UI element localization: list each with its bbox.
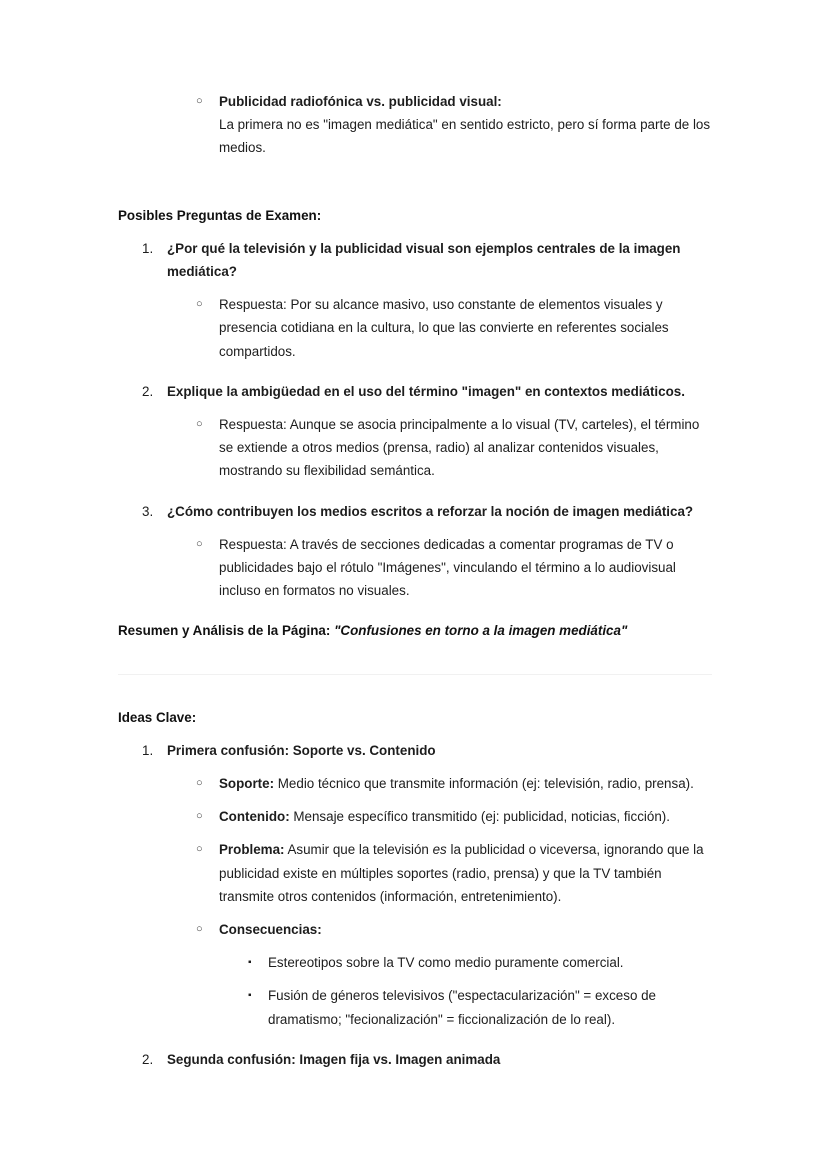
list-item [118,918,716,941]
list-marker: 2. [142,383,154,399]
idea-subitem-term: Consecuencias: [219,922,322,938]
circle-bullet-icon: ○ [196,298,203,311]
exam-answer-text: Respuesta: A través de secciones dedicadas a comentar programas de TV o publicidades bajo el rótulo "Imágenes", vinculando el término a lo audiovisual incluso en formatos no visuales. [219,536,676,599]
circle-bullet-icon: ○ [196,537,203,550]
top-bullet-title: Publicidad radiofónica vs. publicidad visual: [219,94,502,109]
summary-label: Resumen y Análisis de la Página: [118,623,331,639]
circle-bullet-icon: ○ [196,923,203,936]
idea-title: Primera confusión: Soporte vs. Contenido [167,742,436,758]
spacer [118,602,716,619]
list-item [118,237,716,283]
ideas-section-heading: Ideas Clave: [118,709,197,725]
spacer [118,828,716,838]
spacer [118,762,716,772]
circle-bullet-icon: ○ [196,95,203,107]
document-content [118,90,716,1071]
list-marker: 3. [142,503,154,519]
list-item [118,772,716,795]
list-marker: 1. [142,742,154,758]
list-item [118,1048,716,1071]
idea-title: Segunda confusión: Imagen fija vs. Imagen animada [167,1051,501,1067]
exam-question-text: ¿Por qué la televisión y la publicidad visual son ejemplos centrales de la imagen mediática? [167,240,681,280]
spacer [118,729,716,739]
idea-subitem-text: Mensaje específico transmitido (ej: publicidad, noticias, ficción). [289,809,670,825]
idea-subitem-text-emphasis: es [432,842,447,858]
exam-question-text: Explique la ambigüedad en el uso del término "imagen" en contextos mediáticos. [167,383,685,399]
list-item [118,838,716,908]
list-item [118,805,716,828]
circle-bullet-icon: ○ [196,810,203,823]
summary-title: "Confusiones en torno a la imagen mediática" [334,623,628,639]
idea-subitem-term: Contenido: [219,809,290,825]
idea-subitem-term: Soporte: [219,776,275,792]
list-item [118,413,716,483]
list-item [118,90,716,160]
spacer [118,675,716,706]
idea-subitem [219,805,716,828]
exam-question-text: ¿Cómo contribuyen los medios escritos a reforzar la noción de imagen mediática? [167,503,694,519]
list-item [118,500,716,523]
exam-answer-text: Respuesta: Por su alcance masivo, uso constante de elementos visuales y presencia cotidiana en la cultura, lo que las convierte en referentes sociales compartidos. [219,297,669,359]
spacer [118,974,716,984]
list-marker: 2. [142,1051,154,1067]
spacer [118,227,716,237]
idea-subitem [219,838,716,908]
exam-answer-text: Respuesta: Aunque se asocia principalmente a lo visual (TV, carteles), el término se extiende a otros medios (prensa, radio) al analizar contenidos visuales, mostrando su flexibilidad semántica. [219,417,700,479]
list-item [118,533,716,603]
spacer [118,795,716,805]
top-bullet-content [219,90,716,160]
spacer [118,523,716,533]
circle-bullet-icon: ○ [196,777,203,790]
circle-bullet-icon: ○ [196,418,203,431]
top-bullet-body: La primera no es "imagen mediática" en sentido estricto, pero sí forma parte de los medios. [219,117,711,156]
idea-subitem-text-part1: Asumir que la televisión [284,842,433,858]
spacer [118,160,716,204]
idea-subitem [219,772,716,795]
list-item [118,739,716,762]
consequence-text: Fusión de géneros televisivos ("espectacularización" = exceso de dramatismo; "fecionalización" = ficcionalización de lo real). [268,988,657,1027]
idea-subitem-term: Problema: [219,842,285,858]
spacer [118,283,716,293]
consequence-text: Estereotipos sobre la TV como medio puramente comercial. [268,955,624,971]
spacer [118,363,716,380]
exam-section-heading: Posibles Preguntas de Examen: [118,207,322,223]
spacer [118,908,716,918]
idea-subitem-text-part2: la publicidad o viceversa, ignorando que la publicidad existe en múltiples soportes (radio, prensa) y que la TV también transmite otros contenidos (información, entretenimiento). [219,842,704,904]
square-bullet-icon: ▪ [248,990,252,1002]
summary-line [118,619,716,642]
spacer [118,1031,716,1048]
list-item [118,380,716,403]
spacer [118,941,716,951]
list-item [118,984,716,1030]
list-item [118,293,716,363]
spacer [118,483,716,500]
list-item [118,951,716,974]
list-marker: 1. [142,240,154,256]
idea-subitem-text: Medio técnico que transmite información (ej: televisión, radio, prensa). [274,776,694,792]
spacer [118,643,716,674]
circle-bullet-icon: ○ [196,843,203,856]
square-bullet-icon: ▪ [248,957,252,969]
spacer [118,403,716,413]
